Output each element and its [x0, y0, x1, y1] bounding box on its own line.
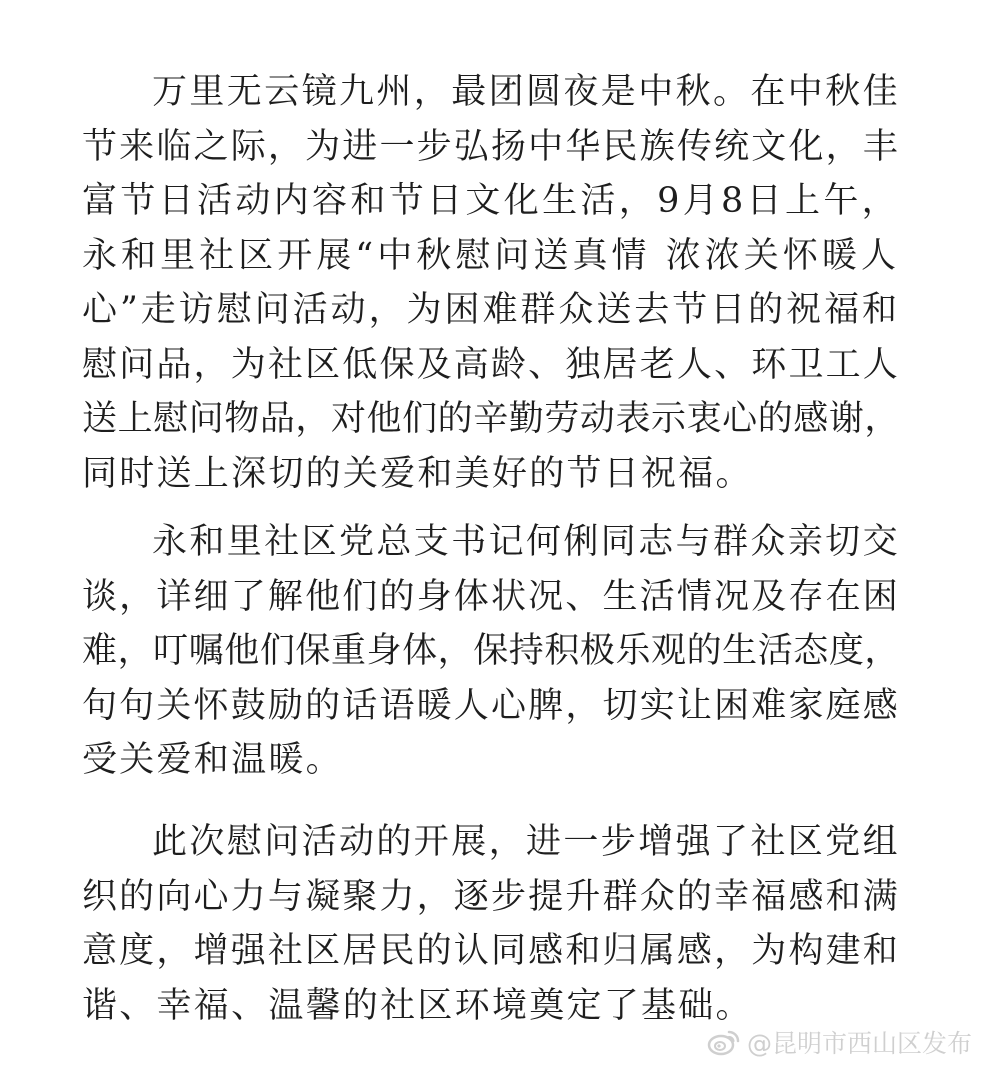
line-text: 谈，详细了解他们的身体状况、生活情况及存在困: [82, 576, 900, 617]
paragraph-line: [0, 867, 982, 927]
paragraph-line: [0, 444, 982, 504]
paragraph-line: [0, 567, 982, 627]
watermark-text: @昆明市西山区发布: [746, 1029, 972, 1058]
paragraph-line: [0, 621, 982, 681]
line-text: 此次慰问活动的开展，进一步增强了社区党组: [152, 822, 900, 862]
line-text: 节来临之际，为进一步弘扬中华民族传统文化，丰: [82, 126, 900, 167]
paragraph-line: [0, 512, 982, 572]
line-text: 谐、幸福、温馨的社区环境奠定了基础。: [82, 985, 753, 1026]
line-text: 意度，增强社区居民的认同感和归属感，为构建和: [82, 931, 900, 971]
paragraph-line: [0, 676, 982, 736]
paragraph-line: [0, 389, 982, 449]
weibo-icon: [707, 1028, 741, 1056]
line-text: 富节日活动内容和节日文化生活，9月8日上午，: [82, 181, 900, 221]
paragraph-line: [0, 812, 982, 872]
line-text: 送上慰问物品，对他们的辛勤劳动表示衷心的感谢，: [82, 399, 900, 439]
line-text: 织的向心力与凝聚力，逐步提升群众的幸福感和满: [82, 876, 900, 917]
line-text: 慰问品，为社区低保及高龄、独居老人、环卫工人: [82, 344, 900, 385]
line-text: 永和里社区党总支书记何俐同志与群众亲切交: [152, 522, 900, 562]
paragraph-line: [0, 730, 982, 790]
paragraph-line: [0, 171, 982, 231]
paragraph-line: [0, 280, 982, 340]
paragraph-line: [0, 62, 982, 122]
weibo-watermark: [707, 1024, 972, 1060]
line-text: 万里无云镜九州，最团圆夜是中秋。在中秋佳: [152, 72, 900, 112]
paragraph-line: [0, 226, 982, 286]
line-text: 受关爱和温暖。: [82, 740, 343, 780]
paragraph-line: [0, 117, 982, 177]
paragraph-line: [0, 921, 982, 981]
line-text: 永和里社区开展“中秋慰问送真情 浓浓关怀暖人: [82, 235, 900, 276]
paragraph-line: [0, 335, 982, 395]
line-text: 同时送上深切的关爱和美好的节日祝福。: [82, 453, 753, 494]
line-text: 心”走访慰问活动，为困难群众送去节日的祝福和: [82, 290, 900, 330]
line-text: 难，叮嘱他们保重身体，保持积极乐观的生活态度，: [82, 631, 900, 671]
line-text: 句句关怀鼓励的话语暖人心脾，切实让困难家庭感: [82, 685, 900, 726]
